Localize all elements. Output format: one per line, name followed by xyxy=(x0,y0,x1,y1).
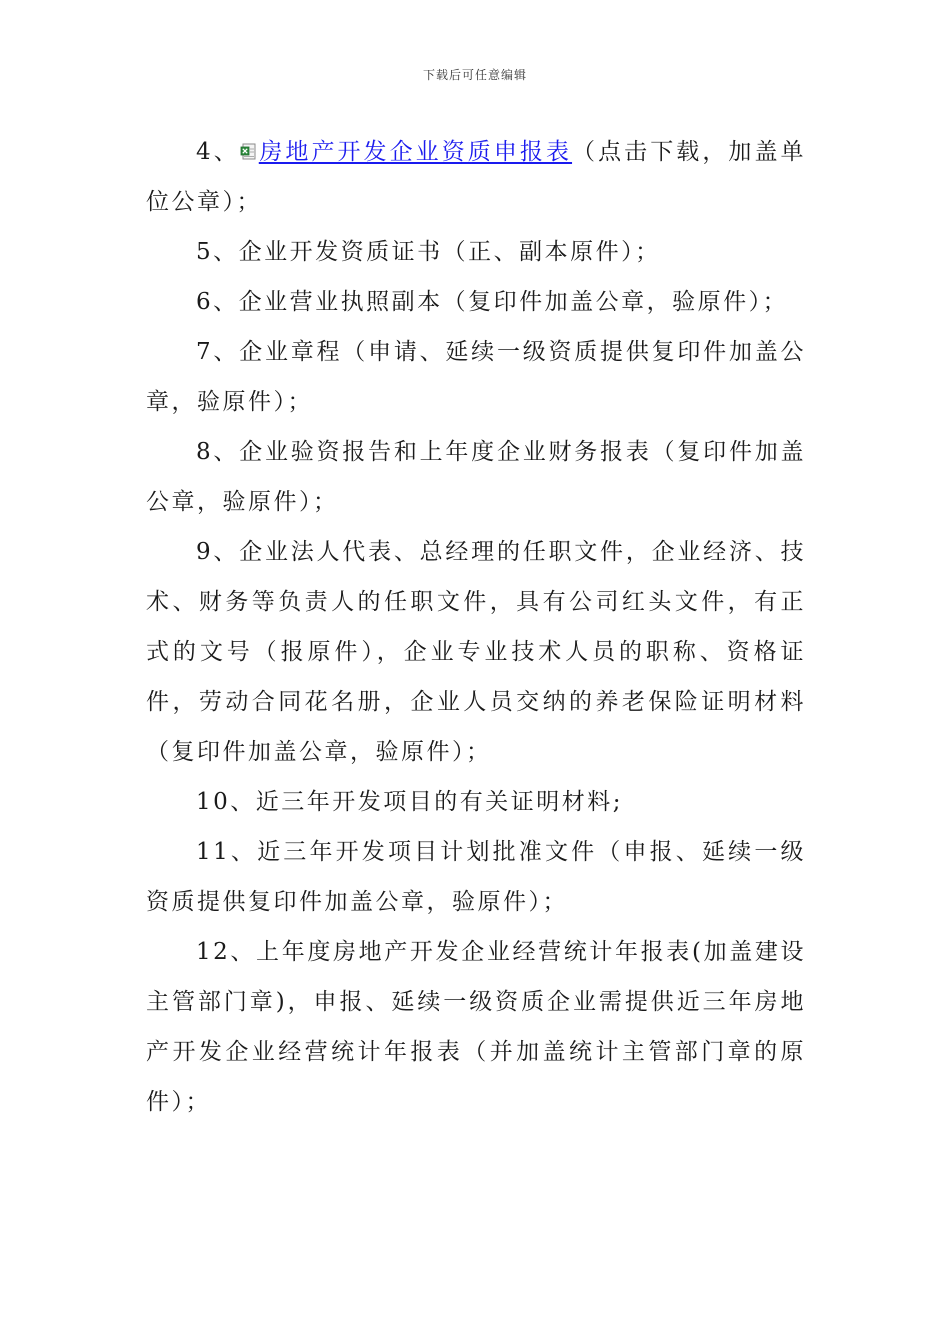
list-item-4 xyxy=(146,127,806,227)
list-item-11: 11、近三年开发项目计划批准文件（申报、延续一级资质提供复印件加盖公章，验原件）； xyxy=(146,839,806,915)
list-item-10: 10、近三年开发项目的有关证明材料; xyxy=(196,789,624,815)
list-item-8: 8、企业验资报告和上年度企业财务报表（复印件加盖公章，验原件）； xyxy=(146,439,806,515)
spreadsheet-file-icon[interactable] xyxy=(240,143,257,160)
qualification-form-download-link[interactable]: 房地产开发企业资质申报表 xyxy=(258,139,573,165)
item-4-number: 4、 xyxy=(196,139,240,165)
list-item-12: 12、上年度房地产开发企业经营统计年报表(加盖建设主管部门章)，申报、延续一级资质企业需提供近三年房地产开发企业经营统计年报表（并加盖统计主管部门章的原件）； xyxy=(146,939,806,1115)
list-item-6: 6、企业营业执照副本（复印件加盖公章，验原件）； xyxy=(196,289,789,315)
list-item-9: 9、企业法人代表、总经理的任职文件，企业经济、技术、财务等负责人的任职文件，具有公司红头文件，有正式的文号（报原件），企业专业技术人员的职称、资格证件，劳动合同花名册，企业人员交纳的养老保险证明材料（复印件加盖公章，验原件）； xyxy=(146,539,806,765)
item-4-text: （点击下载，加盖单位公章）； xyxy=(146,139,807,215)
page-header-note: 下载后可任意编辑 xyxy=(422,68,527,82)
list-item-5: 5、企业开发资质证书（正、副本原件）； xyxy=(196,239,661,265)
list-item-7: 7、企业章程（申请、延续一级资质提供复印件加盖公章，验原件）； xyxy=(146,339,806,415)
document-body xyxy=(146,127,806,1127)
